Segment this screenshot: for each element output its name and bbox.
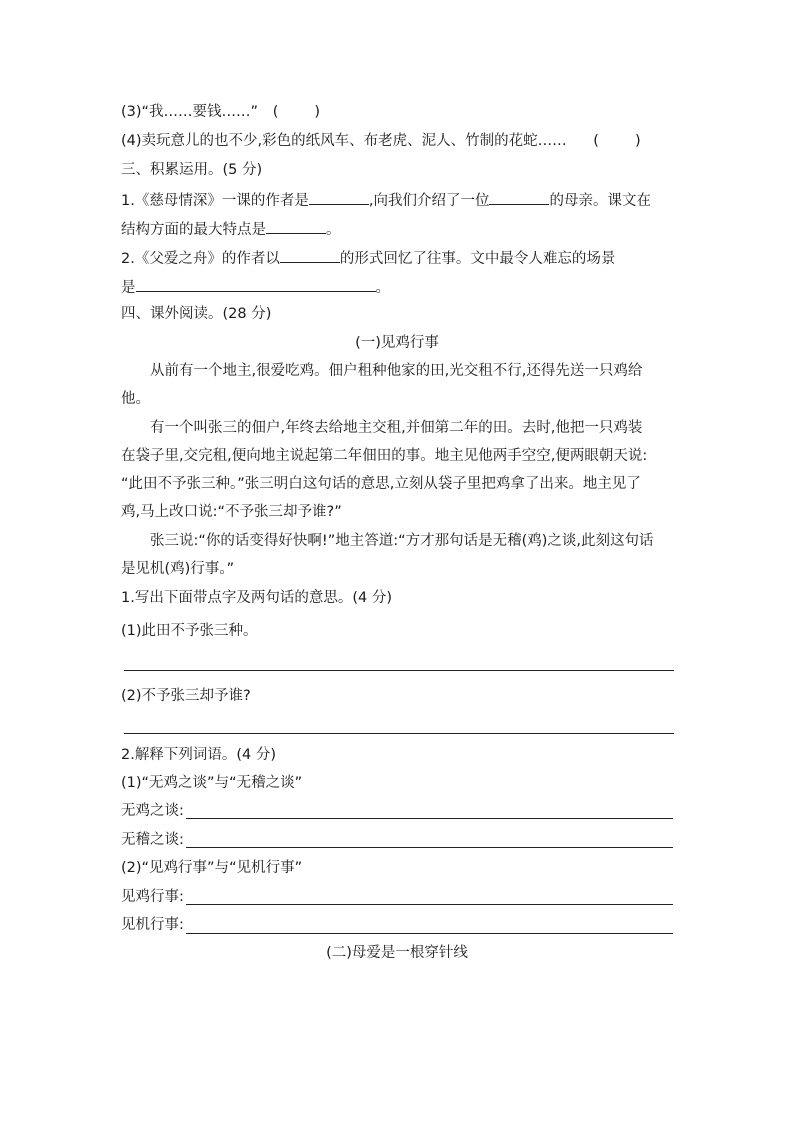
question-text: 的形式回忆了往事。文中最令人难忘的场景 <box>339 251 616 267</box>
question-text: (3)“我……要钱……” <box>121 104 259 120</box>
passage-1-title: (一)见鸡行事 <box>355 335 439 351</box>
answer-label-jian-ji-xing-shi: 见机行事: <box>121 917 184 933</box>
fill-blank-form[interactable] <box>280 247 340 263</box>
answer-label-jian-ji-xing-shi-chicken: 见鸡行事: <box>121 889 184 905</box>
question-3-1-line2 <box>121 218 341 240</box>
section-3-heading: 三、积累运用。(5 分) <box>121 162 263 178</box>
question-text: 是 <box>121 280 136 296</box>
fill-blank-mother-trait[interactable] <box>489 189 549 205</box>
answer-line-jian-ji-xing-shi-chicken[interactable] <box>186 904 673 905</box>
passage-1-text: 有一个叫张三的佃户,年终去给地主交租,并佃第二年的田。去时,他把一只鸡装 <box>150 420 643 436</box>
answer-line-4-1-1[interactable] <box>124 670 674 671</box>
question-3-2-line1 <box>121 247 615 269</box>
passage-1-text: 张三说:“你的话变得好快啊!”地主答道:“方才那句话是无稽(鸡)之谈,此刻这句话 <box>150 533 654 549</box>
passage-1-text: 在袋子里,交完租,便向地主说起第二年佃田的事。地主见他两手空空,便两眼朝天说: <box>121 448 648 464</box>
section-4-heading: 四、课外阅读。(28 分) <box>121 306 272 322</box>
question-3-2-line2 <box>121 276 390 298</box>
question-text: 2.《父爱之舟》的作者以 <box>121 251 280 267</box>
answer-line-4-1-2[interactable] <box>124 733 674 734</box>
answer-label-wu-ji-zhi-tan-chicken: 无鸡之谈: <box>121 803 184 819</box>
answer-line-wu-ji-zhi-tan-chicken[interactable] <box>186 818 673 819</box>
answer-paren-open: ( <box>593 133 599 149</box>
answer-paren-close: ) <box>634 133 641 149</box>
question-text: 。 <box>375 280 390 296</box>
question-text: 1.《慈母情深》一课的作者是 <box>121 193 309 209</box>
answer-line-wu-ji-zhi-tan[interactable] <box>186 847 673 848</box>
question-4-2-prompt: 2.解释下列词语。(4 分) <box>121 747 276 763</box>
fill-blank-scene[interactable] <box>136 276 376 292</box>
passage-1-text: 鸡,马上改口说:“不予张三却予谁?” <box>121 504 342 520</box>
answer-label-wu-ji-zhi-tan: 无稽之谈: <box>121 832 184 848</box>
answer-line-jian-ji-xing-shi[interactable] <box>186 933 673 934</box>
question-3-1-line1 <box>121 189 651 211</box>
question-2-4 <box>121 131 641 151</box>
passage-1-text: 从前有一个地主,很爱吃鸡。佃户租种他家的田,光交租不行,还得先送一只鸡给 <box>150 363 643 379</box>
question-text: 的母亲。课文在 <box>549 193 651 209</box>
question-4-1-prompt: 1.写出下面带点字及两句话的意思。(4 分) <box>121 590 392 606</box>
question-text: (4)卖玩意儿的也不少,彩色的纸风车、布老虎、泥人、竹制的花蛇…… <box>121 133 567 149</box>
answer-paren-close: ) <box>314 104 321 120</box>
passage-1-text: “此田不予张三种。”张三明白这句话的意思,立刻从袋子里把鸡拿了出来。地主见了 <box>121 476 641 492</box>
question-text: 结构方面的最大特点是 <box>121 222 266 238</box>
fill-blank-structure[interactable] <box>266 218 326 234</box>
question-4-2-item-2: (2)“见鸡行事”与“见机行事” <box>121 860 303 876</box>
fill-blank-author[interactable] <box>309 189 369 205</box>
passage-2-title: (二)母爱是一根穿针线 <box>326 945 468 961</box>
answer-paren-open: ( <box>272 104 279 120</box>
passage-1-text: 他。 <box>121 391 150 407</box>
question-4-1-item-1: (1)此田不予张三种。 <box>121 623 258 639</box>
question-2-3 <box>121 102 320 122</box>
question-4-2-item-1: (1)“无鸡之谈”与“无稽之谈” <box>121 775 303 791</box>
question-text: ,向我们介绍了一位 <box>368 193 490 209</box>
question-4-1-item-2: (2)不予张三却予谁? <box>121 688 251 704</box>
passage-1-text: 是见机(鸡)行事。” <box>121 561 235 577</box>
question-text: 。 <box>326 222 341 238</box>
